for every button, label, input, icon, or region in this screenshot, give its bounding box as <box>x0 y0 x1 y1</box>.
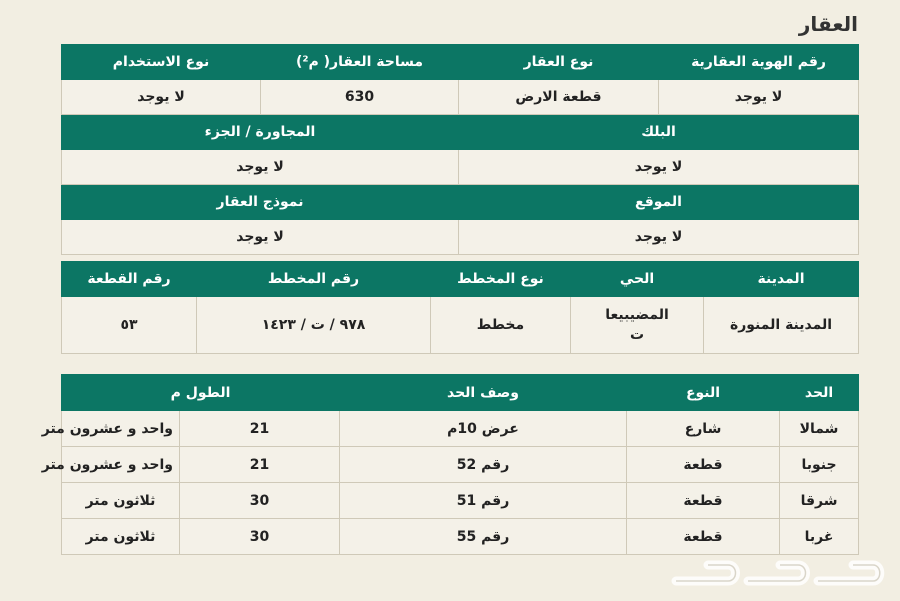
value-property-area: 630 <box>261 80 459 115</box>
value-city: المدينة المنورة <box>704 297 859 354</box>
cell-side: شرقا <box>780 483 859 519</box>
cell-length-text: واحد و عشرون متر <box>62 447 180 483</box>
cell-desc: رقم 55 <box>340 519 627 555</box>
property-value-row-3 <box>62 220 859 255</box>
cell-type: قطعة <box>627 483 780 519</box>
value-neighborhood-part: لا يوجد <box>62 150 459 185</box>
value-usage-type: لا يوجد <box>62 80 261 115</box>
header-block: البلك <box>459 115 859 150</box>
header-usage-type: نوع الاستخدام <box>62 45 261 80</box>
cell-side: جنوبا <box>780 447 859 483</box>
cell-desc: عرض 10م <box>340 411 627 447</box>
cell-length: 21 <box>180 447 340 483</box>
property-header-row-3 <box>62 185 859 220</box>
plan-value-row <box>62 297 859 354</box>
header-property-model: نموذج العقار <box>62 185 459 220</box>
property-value-row-2 <box>62 150 859 185</box>
table-row <box>62 519 859 555</box>
cell-type: قطعة <box>627 447 780 483</box>
table-row <box>62 447 859 483</box>
header-location: الموقع <box>459 185 859 220</box>
cell-length: 30 <box>180 519 340 555</box>
header-plan-type: نوع المخطط <box>431 262 571 297</box>
cell-length-text: ثلاثون متر <box>62 483 180 519</box>
cell-length-text: واحد و عشرون متر <box>62 411 180 447</box>
value-location: لا يوجد <box>459 220 859 255</box>
cell-desc: رقم 51 <box>340 483 627 519</box>
header-boundary-desc: وصف الحد <box>340 375 627 411</box>
plan-header-row <box>62 262 859 297</box>
boundaries-header-row <box>62 375 859 411</box>
value-block: لا يوجد <box>459 150 859 185</box>
cell-length: 30 <box>180 483 340 519</box>
property-header-row-2 <box>62 115 859 150</box>
value-plot-number: ٥٣ <box>62 297 197 354</box>
cell-type: شارع <box>627 411 780 447</box>
header-plot-number: رقم القطعة <box>62 262 197 297</box>
value-district: المضيبيعات <box>571 297 704 354</box>
boundaries-table <box>41 374 859 555</box>
header-property-type: نوع العقار <box>459 45 659 80</box>
header-boundary-type: النوع <box>627 375 780 411</box>
header-property-id: رقم الهوية العقارية <box>659 45 859 80</box>
table-row <box>62 411 859 447</box>
cell-side: شمالا <box>780 411 859 447</box>
cell-side: غربا <box>780 519 859 555</box>
cell-type: قطعة <box>627 519 780 555</box>
header-property-area: مساحة العقار( م²) <box>261 45 459 80</box>
cell-length: 21 <box>180 411 340 447</box>
page-title: العقار <box>798 12 858 36</box>
plan-table <box>61 261 859 354</box>
header-district: الحي <box>571 262 704 297</box>
value-plan-type: مخطط <box>431 297 571 354</box>
header-length: الطول م <box>62 375 340 411</box>
header-city: المدينة <box>704 262 859 297</box>
header-side: الحد <box>780 375 859 411</box>
header-neighborhood-part: المجاورة / الجزء <box>62 115 459 150</box>
property-header-row-1 <box>62 45 859 80</box>
value-plan-number: ٩٧٨ / ت / ١٤٢٣ <box>197 297 431 354</box>
property-value-row-1 <box>62 80 859 115</box>
cell-length-text: ثلاثون متر <box>62 519 180 555</box>
haraj-watermark-logo <box>668 551 888 595</box>
header-plan-number: رقم المخطط <box>197 262 431 297</box>
value-property-id: لا يوجد <box>659 80 859 115</box>
value-property-model: لا يوجد <box>62 220 459 255</box>
property-info-table <box>61 44 859 255</box>
table-row <box>62 483 859 519</box>
cell-desc: رقم 52 <box>340 447 627 483</box>
value-property-type: قطعة الارض <box>459 80 659 115</box>
